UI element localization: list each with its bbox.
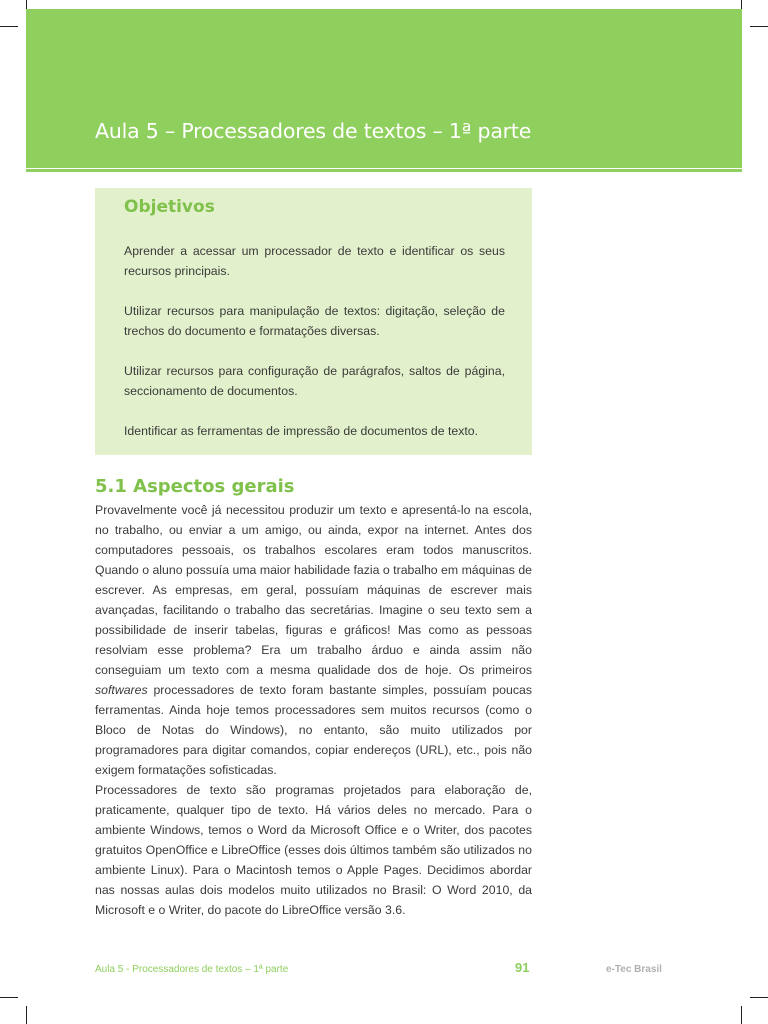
page-title: Aula 5 – Processadores de textos – 1ª parte xyxy=(95,119,532,143)
body-paragraph-1 xyxy=(95,500,532,780)
paragraph-text: processadores de texto foram bastante simples, possuíam poucas ferramentas. Ainda hoje temos processadores sem muitos recursos (como o Bloco de Notas do Windows), no entanto, são muito utilizados por programadores para digitar comandos, copiar endereços (URL), etc., pois não exigem formatações sofisticadas. xyxy=(95,683,532,777)
objective-item: Utilizar recursos para manipulação de textos: digitação, seleção de trechos do documento e formatações diversas. xyxy=(124,304,505,338)
footer-running-title: Aula 5 - Processadores de textos – 1ª parte xyxy=(95,964,289,975)
paragraph-text: Provavelmente você já necessitou produzir um texto e apresentá-lo na escola, no trabalho, ou enviar a um amigo, ou ainda, expor na internet. Antes dos computadores pessoais, os trabalhos escolares eram todos manuscritos. Quando o aluno possuía uma maior habilidade fazia o trabalho em máquinas de escrever. As empresas, em geral, possuíam máquinas de escrever mais avançadas, facilitando o trabalho das secretárias. Imagine o seu texto sem a possibilidade de inserir tabelas, figuras e gráficos! Mas como as pessoas resolviam esse problema? Era um trabalho árduo e ainda assim não conseguiam um texto com a mesma qualidade dos de hoje. Os primeiros xyxy=(95,503,532,677)
crop-mark-top-right-h xyxy=(750,26,768,27)
header-band xyxy=(26,9,742,168)
objective-item: Identificar as ferramentas de impressão de documentos de texto. xyxy=(124,424,479,438)
crop-mark-top-left-h xyxy=(0,26,18,27)
objective-item: Utilizar recursos para configuração de parágrafos, saltos de página, seccionamento de documentos. xyxy=(124,364,505,398)
italic-term: softwares xyxy=(95,683,148,697)
section-heading: 5.1 Aspectos gerais xyxy=(95,476,295,497)
objectives-heading: Objetivos xyxy=(124,197,215,217)
header-rule xyxy=(26,169,742,172)
crop-mark-bottom-right-h xyxy=(750,997,768,998)
crop-mark-bottom-right-v xyxy=(741,1006,742,1024)
crop-mark-bottom-left-h xyxy=(0,997,18,998)
objectives-box xyxy=(95,188,532,455)
footer-publisher: e-Tec Brasil xyxy=(606,964,662,975)
objective-item: Aprender a acessar um processador de texto e identificar os seus recursos principais. xyxy=(124,244,505,278)
footer-page-number: 91 xyxy=(515,960,530,975)
crop-mark-bottom-left-v xyxy=(26,1006,27,1024)
body-paragraph-2: Processadores de texto são programas projetados para elaboração de, praticamente, qualquer tipo de texto. Há vários deles no mercado. Para o ambiente Windows, temos o Word da Microsoft Office e o Writer, dos pacotes gratuitos OpenOffice e LibreOffice (esses dois últimos também são utilizados no ambiente Linux). Para o Macintosh temos o Apple Pages. Decidimos abordar nas nossas aulas dois modelos muito utilizados no Brasil: O Word 2010, da Microsoft e o Writer, do pacote do LibreOffice versão 3.6. xyxy=(95,783,532,917)
